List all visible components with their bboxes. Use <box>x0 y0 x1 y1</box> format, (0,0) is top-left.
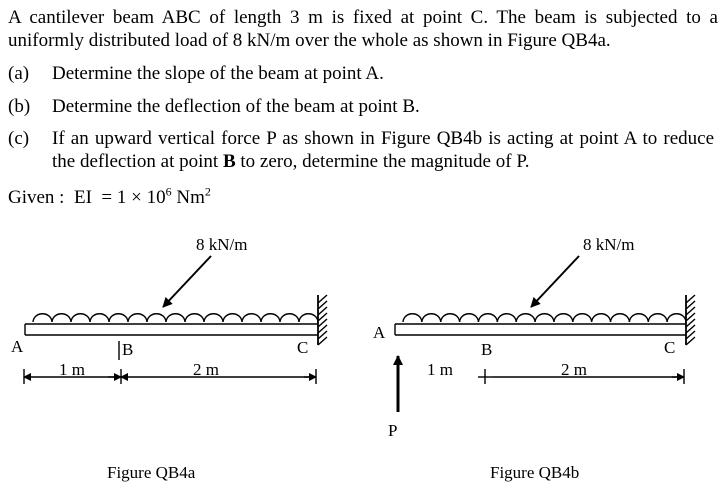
part-c-label: (c) <box>8 128 30 149</box>
point-a-label-b: A <box>373 323 386 342</box>
part-c-line-2-pre: the deflection at point <box>52 151 223 172</box>
point-c-label-a: C <box>297 338 309 357</box>
dim-1-label-a: 1 m <box>59 360 85 379</box>
dim-1-label-b: 1 m <box>427 360 453 379</box>
part-c-line-2-post: to zero, determine the magnitude of P. <box>235 151 530 172</box>
point-b-label-b: B <box>481 340 493 359</box>
udl-loops-a <box>33 314 318 322</box>
caption-a: Figure QB4a <box>107 463 196 482</box>
part-b-label: (b) <box>8 96 31 117</box>
given-exp: 6 <box>165 184 172 199</box>
load-arrow-b <box>531 256 579 307</box>
intro-line-1: A cantilever beam ABC of length 3 m is fixed at point C. The beam is subjected to a <box>8 7 718 28</box>
part-a-text: Determine the slope of the beam at point A. <box>52 63 384 84</box>
figure-b <box>395 256 695 412</box>
force-p-label: P <box>388 421 398 440</box>
caption-b: Figure QB4b <box>490 463 580 482</box>
intro-line-2: uniformly distributed load of 8 kN/m over the whole as shown in Figure QB4a. <box>8 30 611 51</box>
dim-2-label-a: 2 m <box>193 360 219 379</box>
load-arrow-a <box>163 256 211 307</box>
udl-loop-path <box>33 314 318 322</box>
point-b-label-a: B <box>122 340 134 359</box>
given-unit: Nm <box>176 187 205 208</box>
point-a-label-a: A <box>11 337 24 356</box>
part-b-text: Determine the deflection of the beam at point B. <box>52 96 420 117</box>
wall-hatch-b <box>686 295 695 345</box>
load-label-b: 8 kN/m <box>583 235 635 254</box>
given-label: Given : <box>8 187 65 208</box>
given-ei: EI <box>73 187 92 208</box>
part-c-line-1: If an upward vertical force P as shown in Figure QB4b is acting at point A to reduce <box>52 128 714 149</box>
wall-hatch-a <box>318 295 327 345</box>
given-eq: = 1 × 10 <box>101 187 166 208</box>
udl-loops-b <box>403 314 686 322</box>
point-c-label-b: C <box>664 338 676 357</box>
part-c-bold-point: B <box>222 151 236 172</box>
dim-2-label-b: 2 m <box>561 360 587 379</box>
udl-loop-path <box>403 314 686 322</box>
given-unit-exp: 2 <box>204 184 211 199</box>
part-a-label: (a) <box>8 63 30 84</box>
load-label-a: 8 kN/m <box>196 235 248 254</box>
